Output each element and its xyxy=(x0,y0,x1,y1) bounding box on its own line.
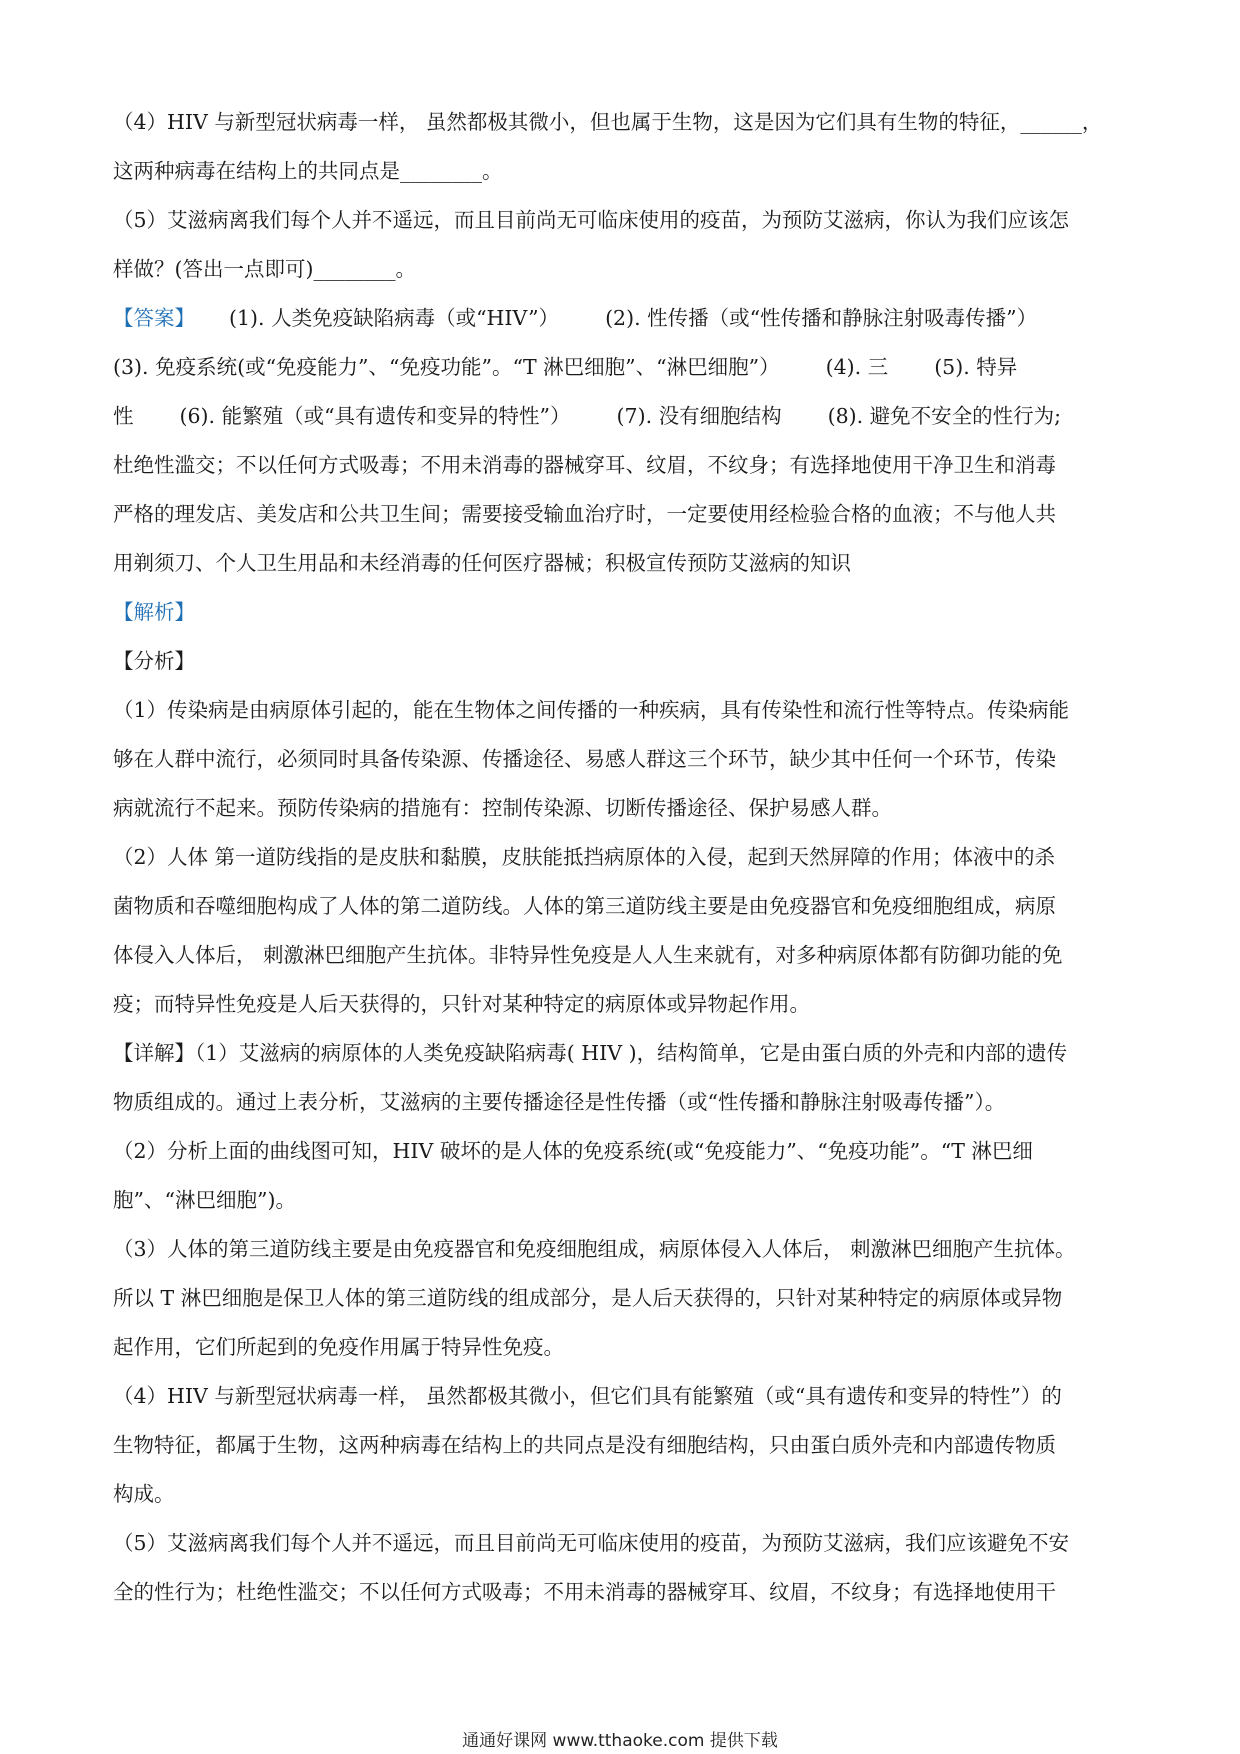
answer-1: (1). 人类免疫缺陷病毒（或“HIV”） xyxy=(229,306,560,330)
analysis-tag: 【解析】 xyxy=(113,600,195,624)
detail-1-text: （1）艾滋病的病原体的人类免疫缺陷病毒( HIV )，结构简单，它是由蛋白质的外壳和内部的遗传 xyxy=(195,1041,1068,1065)
detail-1-line-1 xyxy=(113,1029,1133,1078)
page-footer: 通通好课网 www.tthaoke.com 提供下载 xyxy=(462,1731,778,1751)
answer-line-3 xyxy=(113,392,1133,441)
detail-2-line-2: 胞”、“淋巴细胞”)。 xyxy=(113,1188,296,1212)
analysis-p2-line-1: （2）人体 第一道防线指的是皮肤和黏膜，皮肤能抵挡病原体的入侵，起到天然屏障的作用；体液中的杀 xyxy=(113,845,1056,869)
question-4-line-1: （4）HIV 与新型冠状病毒一样， 虽然都极其微小，但也属于生物，这是因为它们具有生物的特征，______， xyxy=(113,110,1103,134)
detail-5-line-2: 全的性行为；杜绝性滥交；不以任何方式吸毒；不用未消毒的器械穿耳、纹眉，不纹身；有选择地使用干 xyxy=(113,1580,1056,1604)
detail-3-line-1: （3）人体的第三道防线主要是由免疫器官和免疫细胞组成，病原体侵入人体后， 刺激淋巴细胞产生抗体。 xyxy=(113,1237,1076,1261)
detail-5-line-1: （5）艾滋病离我们每个人并不遥远，而且目前尚无可临床使用的疫苗，为预防艾滋病，我们应该避免不安 xyxy=(113,1531,1070,1555)
answer-3: (3). 免疫系统(或“免疫能力”、“免疫功能”。“T 淋巴细胞”、“淋巴细胞”） xyxy=(113,355,780,379)
detail-tag: 【详解】 xyxy=(113,1041,195,1065)
detail-1-line-2: 物质组成的。通过上表分析，艾滋病的主要传播途径是性传播（或“性传播和静脉注射吸毒传播”）。 xyxy=(113,1090,1006,1114)
question-5-line-2: 样做？(答出一点即可)________。 xyxy=(113,257,416,281)
answer-8: (8). 避免不安全的性行为; xyxy=(827,404,1062,428)
answer-2: (2). 性传播（或“性传播和静脉注射吸毒传播”） xyxy=(605,306,1038,330)
analysis-p2-line-4: 疫；而特异性免疫是人后天获得的，只针对某种特定的病原体或异物起作用。 xyxy=(113,992,810,1016)
detail-4-line-1: （4）HIV 与新型冠状病毒一样， 虽然都极其微小，但它们具有能繁殖（或“具有遗传和变异的特性”）的 xyxy=(113,1384,1062,1408)
question-5-line-1: （5）艾滋病离我们每个人并不遥远，而且目前尚无可临床使用的疫苗，为预防艾滋病，你认为我们应该怎 xyxy=(113,208,1070,232)
answer-tag: 【答案】 xyxy=(113,306,195,330)
detail-3-line-2: 所以 T 淋巴细胞是保卫人体的第三道防线的组成部分，是人后天获得的，只针对某种特定的病原体或异物 xyxy=(113,1286,1063,1310)
answer-5-cont: 性 xyxy=(113,404,134,428)
answer-line-2 xyxy=(113,343,1133,392)
answer-8-line-2: 杜绝性滥交；不以任何方式吸毒；不用未消毒的器械穿耳、纹眉，不纹身；有选择地使用干净卫生和消毒 xyxy=(113,453,1056,477)
analysis-subtag: 【分析】 xyxy=(113,649,195,673)
answer-line-1 xyxy=(113,294,1133,343)
detail-2-line-1: （2）分析上面的曲线图可知，HIV 破坏的是人体的免疫系统(或“免疫能力”、“免疫功能”。“T 淋巴细 xyxy=(113,1139,1033,1163)
answer-4: (4). 三 xyxy=(825,355,889,379)
analysis-p1-line-2: 够在人群中流行，必须同时具备传染源、传播途径、易感人群这三个环节，缺少其中任何一个环节，传染 xyxy=(113,747,1056,771)
analysis-p2-line-2: 菌物质和吞噬细胞构成了人体的第二道防线。人体的第三道防线主要是由免疫器官和免疫细胞组成，病原 xyxy=(113,894,1056,918)
answer-8-line-3: 严格的理发店、美发店和公共卫生间；需要接受输血治疗时，一定要使用经检验合格的血液；不与他人共 xyxy=(113,502,1056,526)
analysis-p2-line-3: 体侵入人体后， 刺激淋巴细胞产生抗体。非特异性免疫是人人生来就有，对多种病原体都有防御功能的免 xyxy=(113,943,1063,967)
detail-3-line-3: 起作用，它们所起到的免疫作用属于特异性免疫。 xyxy=(113,1335,564,1359)
answer-8-line-4: 用剃须刀、个人卫生用品和未经消毒的任何医疗器械；积极宣传预防艾滋病的知识 xyxy=(113,551,851,575)
detail-4-line-2: 生物特征，都属于生物，这两种病毒在结构上的共同点是没有细胞结构，只由蛋白质外壳和内部遗传物质 xyxy=(113,1433,1056,1457)
answer-5: (5). 特异 xyxy=(934,355,1018,379)
detail-4-line-3: 构成。 xyxy=(113,1482,175,1506)
answer-7: (7). 没有细胞结构 xyxy=(616,404,782,428)
analysis-p1-line-1: （1）传染病是由病原体引起的，能在生物体之间传播的一种疾病，具有传染性和流行性等特点。传染病能 xyxy=(113,698,1070,722)
answer-6: (6). 能繁殖（或“具有遗传和变异的特性”） xyxy=(179,404,571,428)
document-body xyxy=(113,98,1133,1617)
question-4-line-2: 这两种病毒在结构上的共同点是________。 xyxy=(113,159,503,183)
analysis-p1-line-3: 病就流行不起来。预防传染病的措施有：控制传染源、切断传播途径、保护易感人群。 xyxy=(113,796,892,820)
